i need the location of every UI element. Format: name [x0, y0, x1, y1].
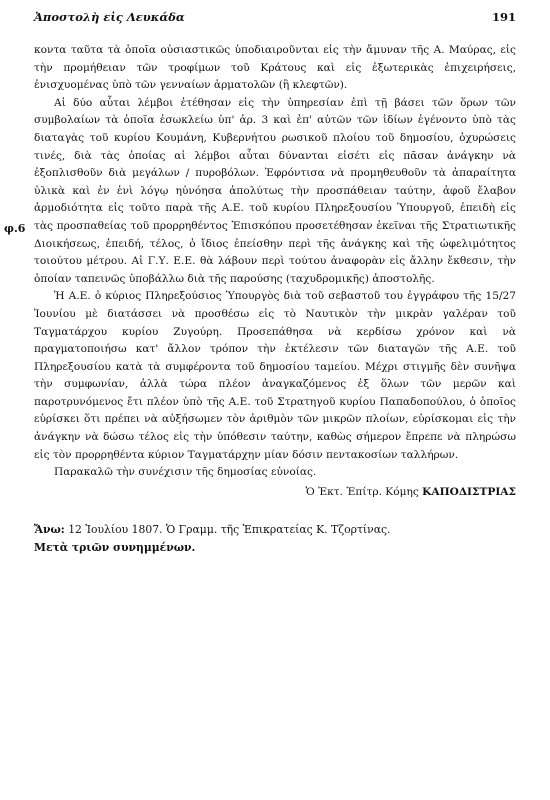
date-text: 12 Ἰουλίου 1807. Ὁ Γραμμ. τῆς Ἐπικρατείας Κ. Τζορτίνας.: [68, 523, 391, 537]
paragraph-4: Παρακαλῶ τὴν συνέχισιν τῆς δημοσίας εὐνοίας.: [54, 466, 317, 479]
margin-note: φ.6: [4, 222, 26, 235]
place-label: Ἄνω:: [34, 523, 65, 537]
running-head: [34, 10, 516, 32]
paragraph-2: Αἱ δύο αὗται λέμβοι ἐτέθησαν εἰς τὴν ὑπηρεσίαν ἐπὶ τῇ βάσει τῶν ὅρων τῶν συμβολαίων τὰ ὁποῖα ἐσωκλείω ὑπ' ἀρ. 3 καὶ ἐπ' αὐτῶν τῶν ἰδίων ἐγένοντο ὑπὸ τὰς διαταγὰς τοῦ κυρίου Κουμάνη, Κυβερνήτου ρωσικοῦ πλοίου τοῦ δημοσίου, ὀχυρώσεις τινές, διὰ τὰς ὁποίας αἱ λέμβοι αὗται δύνανται εἰσέτι εἰς πᾶσαν ἀνάγκην νὰ ἐξοπλισθοῦν διὰ μεγάλων / πυροβόλων. Ἐφρόντισα νὰ προμηθευθοῦν τὰ ἀπαραίτητα ὑλικὰ καὶ ἐν ἑνὶ λόγῳ ηὐνόησα ἀπολύτως τὴν προσπάθειαν ταύτην, ἀφοῦ ἔλαβον ἁρμοδιότητα εἰς τοῦτο παρὰ τῆς Α.Ε. τοῦ κυρίου Πληρεξουσίου Ὑπουργοῦ, ἐπειδὴ εἰς τὰς προσπαθείας τοῦ προρρηθέντος Ἐπισκόπου προσετέθησαν ἐκεῖναι τῆς Στρατιωτικῆς Διοικήσεως, ἐπειδή, τέλος, ὁ ἴδιος ἐπείσθην περὶ τῆς ἀνάγκης καὶ τῆς ὠφελιμότητος τοιούτου μέτρου. Αἱ Γ.Υ. Ε.Ε. θὰ λάβουν περὶ τούτου ἀναφορὰν εἰς ἄλλην ἔκθεσιν, τὴν ὁποίαν ταπεινῶς ὑποβάλλω διὰ τῆς παρούσης (ταχυδρομικῆς) ἀποστολῆς.: [34, 96, 516, 285]
document-body: [34, 42, 516, 557]
paragraph-1: κοντα ταῦτα τὰ ὁποῖα οὐσιαστικῶς ὑποδιαιροῦνται εἰς τὴν ἄμυναν τῆς Α. Μαύρας, εἰς τὴν προμήθειαν τῶν τροφίμων τοῦ Κράτους καὶ εἰς ἐξωτερικὰς ἐπιχειρήσεις, ἐνισχυομένας ὑπὸ τῶν γενναίων ἁρματολῶν (ἢ κλεφτῶν).: [34, 44, 516, 92]
running-head-title: Ἀποστολὴ εἰς Λευκάδα: [34, 10, 185, 24]
document-footer: [34, 521, 516, 556]
date-line: [34, 521, 516, 539]
signature: [34, 484, 516, 502]
page-number: 191: [491, 10, 516, 24]
attachments-note: Μετὰ τριῶν συνημμένων.: [34, 541, 196, 555]
document-page: [4, 10, 516, 557]
paragraph-3: Ἡ Α.Ε. ὁ κύριος Πληρεξούσιος Ὑπουργὸς διὰ τοῦ σεβαστοῦ του ἐγγράφου τῆς 15/27 Ἰουνίου μὲ διατάσσει νὰ προσθέσω εἰς τὸ Ναυτικὸν τὴν μικρὰν γαλέραν τοῦ Ταγματάρχου κυρίου Ζυγούρη. Προσεπάθησα νὰ κερδίσω χρόνον καὶ νὰ πραγματοποιήσω κατ' ἄλλον τρόπον τὴν ἐκτέλεσιν τῶν διαταγῶν τῆς Α.Ε. τοῦ Πληρεξουσίου κατὰ τὰ συμφέροντα τοῦ δημοσίου ταμείου. Μέχρι στιγμῆς δὲν συνῆψα τὴν συμφωνίαν, ἀλλὰ τώρα πλέον ἀναγκαζόμενος ἐξ ὅλων τῶν μερῶν καὶ παροτρυνόμενος ἔτι πλέον ὑπὸ τῆς Α.Ε. τοῦ Στρατηγοῦ κυρίου Παπαδοπούλου, ὁ ὁποῖος εὑρίσκει ὅτι πρέπει νὰ αὐξήσωμεν τὸν ἀριθμὸν τῶν μικρῶν πλοίων, εὑρίσκομαι εἰς τὴν ἀνάγκην νὰ δώσω τέλος εἰς τὴν ὑπόθεσιν ταύτην, καθὼς σήμερον ἔπρεπε νὰ πληρώσω εἰς τὸν προρρηθέντα κύριον Ταγματάρχην μίαν δόσιν πεντακοσίων ταλλήρων.: [34, 290, 516, 461]
signature-name: ΚΑΠΟΔΙΣΤΡΙΑΣ: [422, 485, 516, 498]
signature-prefix: Ὁ Ἐκτ. Ἐπίτρ. Κόμης: [305, 485, 419, 498]
